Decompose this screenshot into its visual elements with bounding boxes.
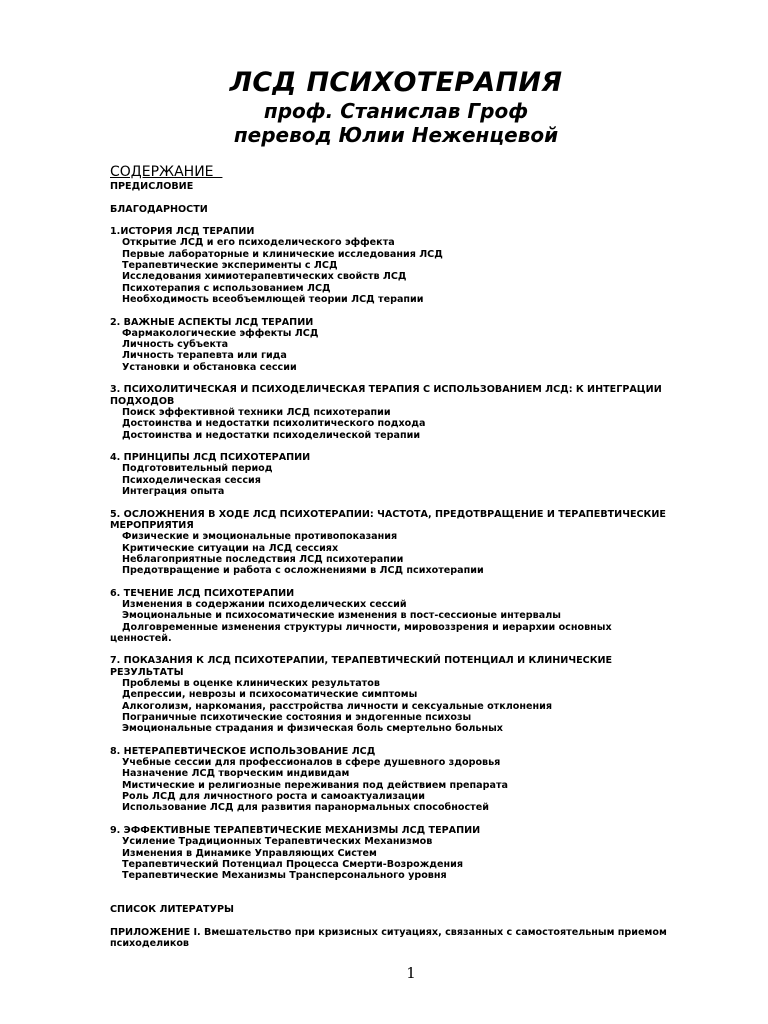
page-number: 1 <box>406 964 416 982</box>
toc-item: Использование ЛСД для развития паранормальных способностей <box>122 802 489 814</box>
toc-item: Терапевтические эксперименты с ЛСД <box>122 260 338 272</box>
toc-chapter-7: 7. ПОКАЗАНИЯ К ЛСД ПСИХОТЕРАПИИ, ТЕРАПЕВТИЧЕСКИЙ ПОТЕНЦИАЛ И КЛИНИЧЕСКИЕ <box>110 655 613 667</box>
toc-chapter-7-cont: РЕЗУЛЬТАТЫ <box>110 666 184 678</box>
toc-chapter-8: 8. НЕТЕРАПЕВТИЧЕСКОЕ ИСПОЛЬЗОВАНИЕ ЛСД <box>110 745 376 757</box>
toc-item: Пограничные психотические состояния и эндогенные психозы <box>122 711 472 723</box>
toc-item: Достоинства и недостатки психоделической терапии <box>122 429 421 441</box>
toc-item: Терапевтические Механизмы Трансперсонального уровня <box>122 870 447 882</box>
toc-item: Проблемы в оценке клинических результатов <box>122 678 380 690</box>
document-author: проф. Станислав Гроф <box>263 99 529 123</box>
toc-appendix-cont: психоделиков <box>110 937 189 949</box>
toc-item: Критические ситуации на ЛСД сессиях <box>122 542 339 554</box>
toc-item: Учебные сессии для профессионалов в сфере душевного здоровья <box>122 757 501 769</box>
toc-item: Установки и обстановка сессии <box>122 361 297 373</box>
toc-item: Достоинства и недостатки психолитического подхода <box>122 418 426 430</box>
title-block <box>0 67 768 147</box>
toc-item: Терапевтический Потенциал Процесса Смерти-Возрождения <box>122 858 464 870</box>
toc-item: Необходимость всеобъемлющей теории ЛСД терапии <box>122 293 424 305</box>
toc-item: Назначение ЛСД творческим индивидам <box>122 768 350 780</box>
toc-item: Депрессии, неврозы и психосоматические симптомы <box>122 689 418 701</box>
toc-item-cont: ценностей. <box>110 632 172 644</box>
toc-heading: СОДЕРЖАНИЕ <box>110 164 223 180</box>
toc-item: Фармакологические эффекты ЛСД <box>122 327 319 339</box>
toc-item: Алкоголизм, наркомания, расстройства личности и сексуальные отклонения <box>122 700 552 712</box>
toc-item: Предотвращение и работа с осложнениями в ЛСД психотерапии <box>122 565 484 577</box>
toc-chapter-4: 4. ПРИНЦИПЫ ЛСД ПСИХОТЕРАПИИ <box>110 452 311 464</box>
toc-item: Усиление Традиционных Терапевтических Механизмов <box>122 836 433 848</box>
toc-item: Физические и эмоциональные противопоказания <box>122 531 398 543</box>
toc-references: СПИСОК ЛИТЕРАТУРЫ <box>110 904 234 915</box>
toc-item: Эмоциональные и психосоматические изменения в пост-сессионые интервалы <box>122 610 561 622</box>
toc-chapter-5-cont: МЕРОПРИЯТИЯ <box>110 519 194 531</box>
toc-chapter-3-cont: ПОДХОДОВ <box>110 395 175 407</box>
toc-item: Эмоциональные страдания и физическая боль смертельно больных <box>122 723 503 735</box>
toc-item: Психоделическая сессия <box>122 474 261 486</box>
toc-appendix: ПРИЛОЖЕНИЕ I. Вмешательство при кризисных ситуациях, связанных с самостоятельным приемом <box>110 926 667 938</box>
toc-acknowledgements: БЛАГОДАРНОСТИ <box>110 203 208 215</box>
toc-chapter-6: 6. ТЕЧЕНИЕ ЛСД ПСИХОТЕРАПИИ <box>110 587 295 599</box>
toc-item: Роль ЛСД для личностного роста и самоактуализации <box>122 791 425 803</box>
toc-chapter-2: 2. ВАЖНЫЕ АСПЕКТЫ ЛСД ТЕРАПИИ <box>110 316 314 328</box>
table-of-contents <box>110 181 715 949</box>
toc-chapter-1: 1.ИСТОРИЯ ЛСД ТЕРАПИИ <box>110 226 255 238</box>
toc-item: Личность субъекта <box>122 339 229 351</box>
toc-item: Поиск эффективной техники ЛСД психотерапии <box>122 406 391 418</box>
toc-chapter-9: 9. ЭФФЕКТИВНЫЕ ТЕРАПЕВТИЧЕСКИЕ МЕХАНИЗМЫ ЛСД ТЕРАПИИ <box>110 824 481 836</box>
document-title: ЛСД ПСИХОТЕРАПИЯ <box>229 67 563 98</box>
toc-item: Подготовительный период <box>122 463 273 475</box>
toc-item: Долговременные изменения структуры личности, мировоззрения и иерархии основных <box>122 621 612 633</box>
toc-item: Открытие ЛСД и его психоделического эффекта <box>122 237 395 249</box>
toc-item: Мистические и религиозные переживания под действием препарата <box>122 779 509 791</box>
toc-item: Изменения в содержании психоделических сессий <box>122 598 407 610</box>
toc-item: Изменения в Динамике Управляющих Систем <box>122 847 377 859</box>
toc-chapter-3: 3. ПСИХОЛИТИЧЕСКАЯ И ПСИХОДЕЛИЧЕСКАЯ ТЕРАПИЯ С ИСПОЛЬЗОВАНИЕМ ЛСД: К ИНТЕГРАЦИИ <box>110 384 662 396</box>
toc-item: Интеграция опыта <box>122 486 225 498</box>
toc-item: Первые лабораторные и клинические исследования ЛСД <box>122 248 443 260</box>
toc-chapter-5: 5. ОСЛОЖНЕНИЯ В ХОДЕ ЛСД ПСИХОТЕРАПИИ: ЧАСТОТА, ПРЕДОТВРАЩЕНИЕ И ТЕРАПЕВТИЧЕСКИЕ <box>110 508 666 520</box>
toc-item: Личность терапевта или гида <box>122 350 287 362</box>
toc-item: Психотерапия с использованием ЛСД <box>122 282 331 294</box>
toc-preface: ПРЕДИСЛОВИЕ <box>110 181 194 192</box>
toc-item: Неблагоприятные последствия ЛСД психотерапии <box>122 553 404 565</box>
document-translator: перевод Юлии Неженцевой <box>233 123 559 147</box>
toc-item: Исследования химиотерапевтических свойств ЛСД <box>122 271 407 283</box>
